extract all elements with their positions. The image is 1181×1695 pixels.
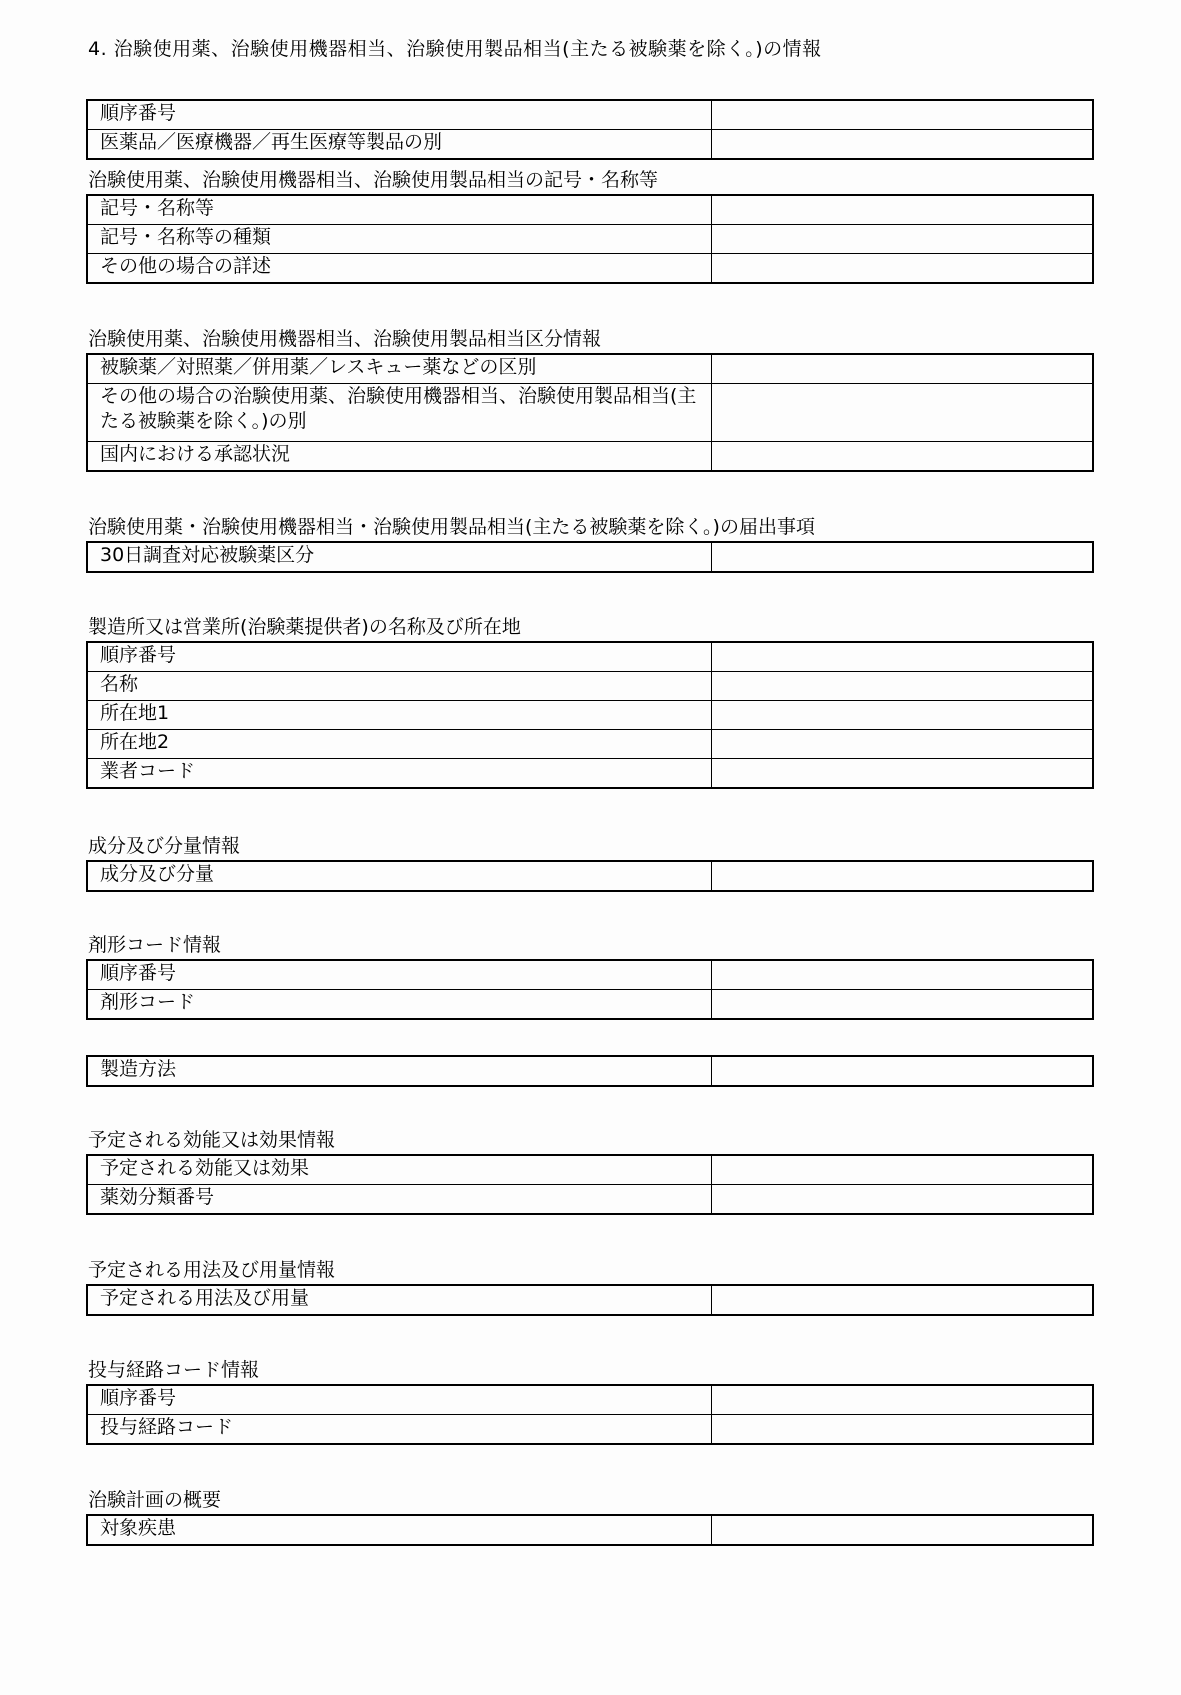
form-table: [86, 860, 1094, 892]
section-heading: 製造所又は営業所(治験薬提供者)の名称及び所在地: [88, 616, 521, 638]
field-label: 所在地2: [87, 730, 712, 759]
field-label: その他の場合の治験使用薬、治験使用機器相当、治験使用製品相当(主たる被験薬を除く。)の別: [87, 384, 712, 442]
table-row: [87, 759, 1093, 789]
table-row: [87, 1155, 1093, 1185]
table-row: [87, 672, 1093, 701]
field-value[interactable]: [712, 642, 1093, 672]
table-row: [87, 1415, 1093, 1445]
table-row: [87, 195, 1093, 225]
field-label: 被験薬／対照薬／併用薬／レスキュー薬などの区別: [87, 354, 712, 384]
table-row: [87, 354, 1093, 384]
table-row: [87, 990, 1093, 1020]
table-row: [87, 1185, 1093, 1215]
field-value[interactable]: [712, 1285, 1093, 1315]
form-table: [86, 1384, 1094, 1445]
field-label: 30日調査対応被験薬区分: [87, 542, 712, 572]
form-table: [86, 99, 1094, 160]
field-value[interactable]: [712, 730, 1093, 759]
field-value[interactable]: [712, 990, 1093, 1020]
table-row: [87, 100, 1093, 130]
table-row: [87, 1515, 1093, 1545]
field-label: その他の場合の詳述: [87, 254, 712, 284]
field-label: 国内における承認状況: [87, 442, 712, 472]
table-row: [87, 861, 1093, 891]
field-label: 順序番号: [87, 642, 712, 672]
field-label: 対象疾患: [87, 1515, 712, 1545]
table-row: [87, 1385, 1093, 1415]
field-value[interactable]: [712, 1155, 1093, 1185]
form-table: [86, 353, 1094, 472]
field-value[interactable]: [712, 759, 1093, 789]
table-row: [87, 542, 1093, 572]
field-value[interactable]: [712, 130, 1093, 160]
form-table: [86, 541, 1094, 573]
table-row: [87, 130, 1093, 160]
field-label: 順序番号: [87, 1385, 712, 1415]
field-label: 記号・名称等の種類: [87, 225, 712, 254]
field-label: 予定される用法及び用量: [87, 1285, 712, 1315]
table-row: [87, 1285, 1093, 1315]
section-heading: 治験使用薬・治験使用機器相当・治験使用製品相当(主たる被験薬を除く。)の届出事項: [88, 516, 815, 538]
section-heading: 剤形コード情報: [88, 934, 222, 956]
field-label: 製造方法: [87, 1056, 712, 1086]
section-heading: 治験使用薬、治験使用機器相当、治験使用製品相当の記号・名称等: [88, 169, 659, 191]
field-value[interactable]: [712, 354, 1093, 384]
page-title: 4. 治験使用薬、治験使用機器相当、治験使用製品相当(主たる被験薬を除く。)の情報: [88, 38, 822, 60]
form-table: [86, 194, 1094, 284]
table-row: [87, 1056, 1093, 1086]
field-value[interactable]: [712, 384, 1093, 442]
table-row: [87, 254, 1093, 284]
section-heading: 予定される用法及び用量情報: [88, 1259, 336, 1281]
field-value[interactable]: [712, 100, 1093, 130]
field-value[interactable]: [712, 225, 1093, 254]
field-label: 成分及び分量: [87, 861, 712, 891]
field-label: 順序番号: [87, 960, 712, 990]
form-table: [86, 1514, 1094, 1546]
form-table: [86, 1055, 1094, 1087]
section-heading: 成分及び分量情報: [88, 835, 241, 857]
field-value[interactable]: [712, 1385, 1093, 1415]
field-label: 医薬品／医療機器／再生医療等製品の別: [87, 130, 712, 160]
field-value[interactable]: [712, 1415, 1093, 1445]
form-table: [86, 641, 1094, 789]
field-value[interactable]: [712, 672, 1093, 701]
form-table: [86, 959, 1094, 1020]
form-table: [86, 1284, 1094, 1316]
table-row: [87, 442, 1093, 472]
field-value[interactable]: [712, 960, 1093, 990]
field-value[interactable]: [712, 1056, 1093, 1086]
field-label: 投与経路コード: [87, 1415, 712, 1445]
field-value[interactable]: [712, 442, 1093, 472]
field-value[interactable]: [712, 701, 1093, 730]
field-label: 順序番号: [87, 100, 712, 130]
section-heading: 治験計画の概要: [88, 1489, 222, 1511]
field-label: 記号・名称等: [87, 195, 712, 225]
table-row: [87, 960, 1093, 990]
field-value[interactable]: [712, 254, 1093, 284]
field-label: 業者コード: [87, 759, 712, 789]
field-label: 薬効分類番号: [87, 1185, 712, 1215]
table-row: [87, 384, 1093, 442]
field-label: 剤形コード: [87, 990, 712, 1020]
field-label: 名称: [87, 672, 712, 701]
table-row: [87, 701, 1093, 730]
field-label: 所在地1: [87, 701, 712, 730]
field-value[interactable]: [712, 542, 1093, 572]
table-row: [87, 225, 1093, 254]
field-value[interactable]: [712, 861, 1093, 891]
section-heading: 予定される効能又は効果情報: [88, 1129, 336, 1151]
form-table: [86, 1154, 1094, 1215]
section-heading: 治験使用薬、治験使用機器相当、治験使用製品相当区分情報: [88, 328, 602, 350]
table-row: [87, 730, 1093, 759]
table-row: [87, 642, 1093, 672]
field-value[interactable]: [712, 195, 1093, 225]
field-value[interactable]: [712, 1185, 1093, 1215]
field-label: 予定される効能又は効果: [87, 1155, 712, 1185]
field-value[interactable]: [712, 1515, 1093, 1545]
section-heading: 投与経路コード情報: [88, 1359, 260, 1381]
